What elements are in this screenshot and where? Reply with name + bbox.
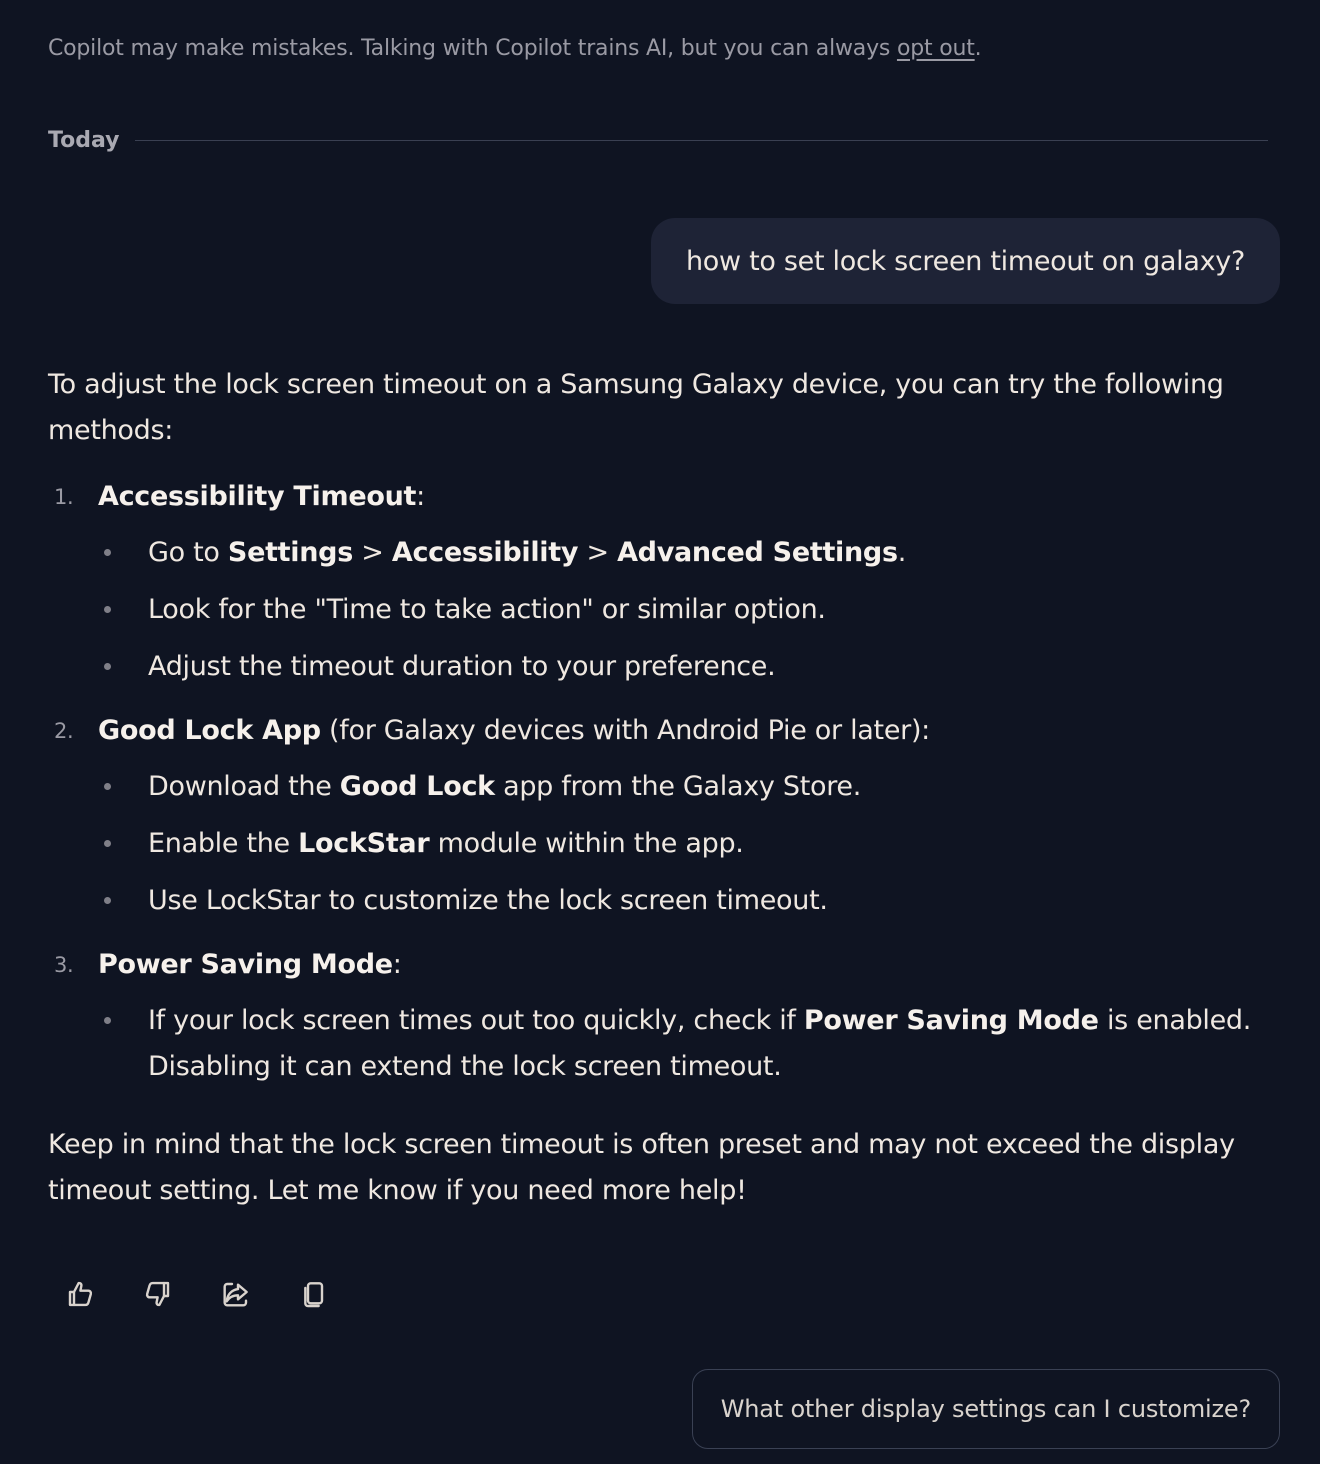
bullet-dot: [104, 783, 111, 790]
bullet-text: >: [578, 537, 618, 568]
step-title: Good Lock App: [98, 715, 321, 746]
bullet-text: If your lock screen times out too quickly, check if: [148, 1005, 804, 1036]
bullet-text: is enabled. Disabling it can extend the lock screen timeout.: [148, 1005, 1252, 1082]
bullet-bold: Settings: [227, 537, 353, 568]
step-item: [48, 708, 1278, 924]
bullet-text: Enable the: [148, 828, 299, 859]
thumbs-up-button[interactable]: [60, 1272, 100, 1316]
bullet-dot: [104, 606, 111, 613]
bullet-bold: Power Saving Mode: [803, 1005, 1099, 1036]
thumbs-down-button[interactable]: [138, 1272, 178, 1316]
steps-list: [48, 474, 1278, 1090]
share-icon: [220, 1278, 252, 1310]
disclaimer-text: Copilot may make mistakes. Talking with Copilot trains AI, but you can always: [48, 36, 897, 61]
share-button[interactable]: [216, 1272, 256, 1316]
bullet-bold: Accessibility: [391, 537, 579, 568]
step-bullets: [98, 998, 1278, 1090]
bullet-item: [98, 530, 1278, 576]
bullet-text: Download the: [148, 771, 340, 802]
step-title: Power Saving Mode: [98, 949, 393, 980]
bullet-text: .: [897, 537, 907, 568]
date-divider-label: Today: [48, 128, 120, 153]
step-number: 1.: [54, 485, 74, 509]
bullet-bold: LockStar: [298, 828, 430, 859]
bullet-text: app from the Galaxy Store.: [494, 771, 862, 802]
bullet-bold: Good Lock: [339, 771, 495, 802]
thumbs-down-icon: [142, 1278, 174, 1310]
bullet-text: Go to: [148, 537, 228, 568]
response-actions: [60, 1272, 334, 1316]
divider-line: [135, 140, 1268, 141]
bullet-item: [98, 587, 1278, 633]
bullet-text: Adjust the timeout duration to your preference.: [148, 651, 776, 682]
user-message-bubble: [651, 218, 1280, 304]
step-item: [48, 942, 1278, 1090]
bullet-item: [98, 821, 1278, 867]
date-divider: [48, 128, 1268, 153]
opt-out-link[interactable]: opt out: [896, 36, 975, 61]
step-number: 2.: [54, 719, 74, 743]
step-bullets: [98, 530, 1278, 690]
copy-button[interactable]: [294, 1272, 334, 1316]
step-title-suffix: :: [392, 949, 402, 980]
bullet-text: module within the app.: [429, 828, 744, 859]
suggestion-chip[interactable]: [692, 1369, 1280, 1449]
step-title-suffix: :: [416, 481, 425, 512]
bullet-item: [98, 878, 1278, 924]
bullet-text: Use LockStar to customize the lock screen timeout.: [148, 885, 828, 916]
step-number: 3.: [54, 953, 74, 977]
copy-icon: [298, 1278, 330, 1310]
bullet-bold: Advanced Settings: [617, 537, 898, 568]
bullet-item: [98, 998, 1278, 1090]
bullet-text: Look for the "Time to take action" or similar option.: [148, 594, 826, 625]
suggestion-text: What other display settings can I customize?: [720, 1395, 1251, 1423]
disclaimer-end: .: [974, 36, 982, 61]
bullet-dot: [104, 897, 111, 904]
assistant-response: [48, 362, 1278, 1214]
step-bullets: [98, 764, 1278, 924]
bullet-dot: [104, 1017, 111, 1024]
bullet-dot: [104, 663, 111, 670]
bullet-text: >: [352, 537, 392, 568]
response-intro: To adjust the lock screen timeout on a Samsung Galaxy device, you can try the following methods:: [48, 369, 1224, 446]
bullet-item: [98, 764, 1278, 810]
bullet-dot: [104, 549, 111, 556]
bullet-dot: [104, 840, 111, 847]
step-item: [48, 474, 1278, 690]
user-message-text: how to set lock screen timeout on galaxy?: [686, 245, 1245, 277]
bullet-item: [98, 644, 1278, 690]
thumbs-up-icon: [64, 1278, 96, 1310]
response-closing: Keep in mind that the lock screen timeout is often preset and may not exceed the display timeout setting. Let me know if you need more help!: [48, 1129, 1235, 1206]
disclaimer: [48, 36, 981, 61]
step-title: Accessibility Timeout: [98, 481, 417, 512]
step-title-suffix: (for Galaxy devices with Android Pie or later):: [320, 715, 930, 746]
